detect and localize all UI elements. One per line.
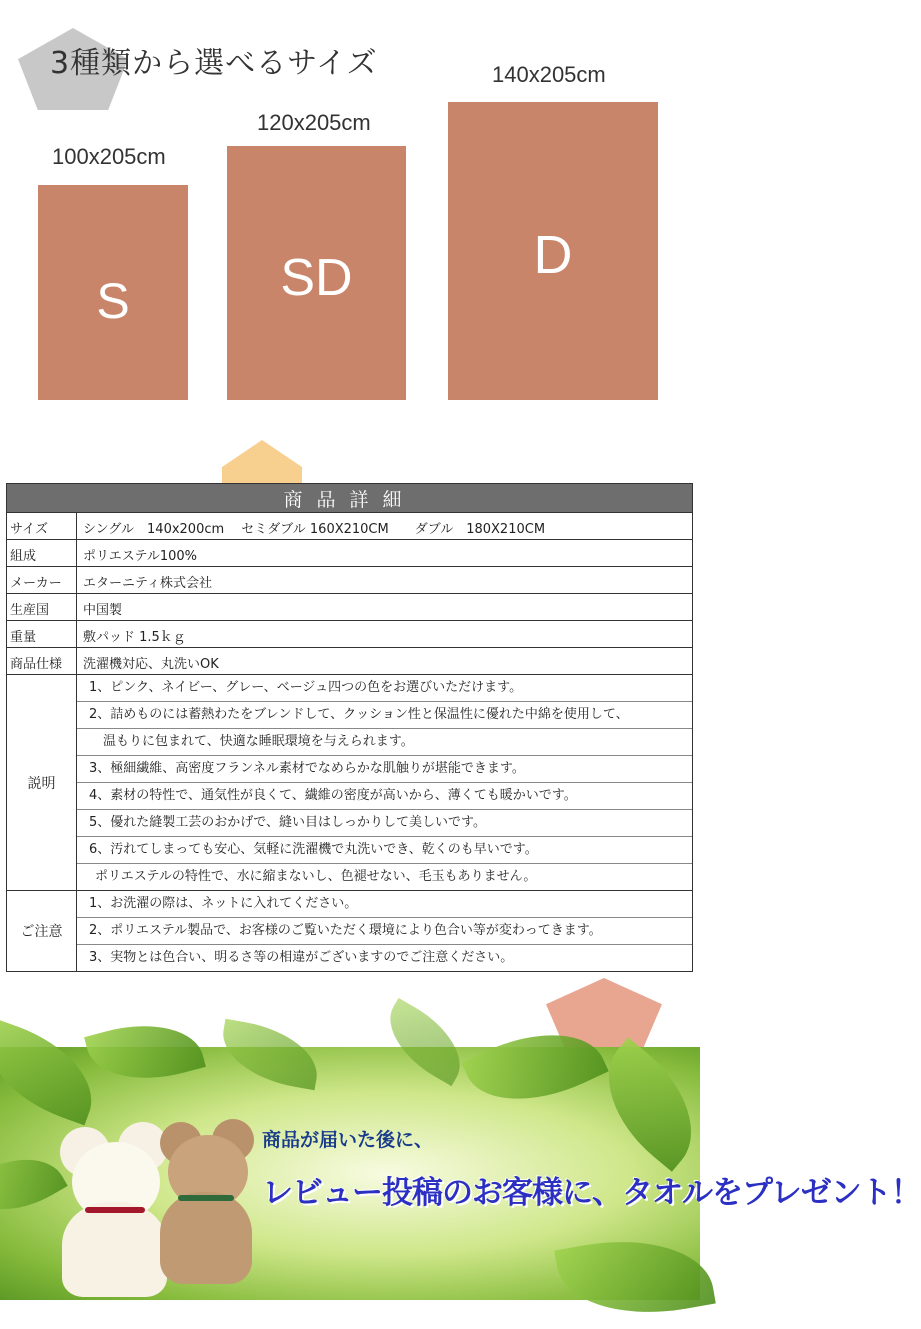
size-box-sd xyxy=(227,146,406,400)
row-value: 洗濯機対応、丸洗いOK xyxy=(83,657,219,672)
row-size xyxy=(7,512,692,539)
row-spec xyxy=(7,647,692,674)
leaf-image xyxy=(554,1225,716,1329)
row-weight xyxy=(7,620,692,647)
review-present-banner xyxy=(0,1047,921,1300)
size-label-sd: 120x205cm xyxy=(257,110,371,135)
description-line: 4、素材の特性で、通気性が良くて、繊維の密度が高いから、薄くても暖かいです。 xyxy=(77,783,692,810)
leaf-image xyxy=(84,1009,206,1095)
caution-line: 3、実物とは色合い、明るさ等の相違がございますのでご注意ください。 xyxy=(89,950,514,965)
size-label-d: 140x205cm xyxy=(492,62,606,87)
row-value: 敷パッド 1.5ｋｇ xyxy=(83,630,186,645)
leaf-image xyxy=(0,1138,68,1231)
description-line: 5、優れた縫製工芸のおかげで、縫い目はしっかりして美しいです。 xyxy=(77,810,692,837)
sizes-title: 3種類から選べるサイズ xyxy=(50,46,378,81)
row-key: サイズ xyxy=(7,513,77,539)
description-line: ポリエステルの特性で、水に縮まないし、色褪せない、毛玉もありません。 xyxy=(95,869,537,884)
description-line: 2、詰めものには蓄熱わたをブレンドして、クッション性と保温性に優れた中綿を使用して、 xyxy=(77,702,692,729)
banner-line2: レビュー投稿のお客様に、タオルをプレゼント！ xyxy=(262,1175,921,1211)
size-box-s xyxy=(38,185,188,400)
size-letter-s: S xyxy=(96,272,130,329)
caution-lines xyxy=(77,891,692,971)
row-key: ご注意 xyxy=(7,891,77,971)
banner-line1: 商品が届いた後に、 xyxy=(262,1129,434,1151)
description-lines xyxy=(77,675,692,890)
white-bear-body xyxy=(62,1202,167,1297)
row-value: シングル 140x200cm セミダブル 160X210CM ダブル 180X210CM xyxy=(83,522,546,537)
description-line: 3、極細繊維、高密度フランネル素材でなめらかな肌触りが堪能できます。 xyxy=(77,756,692,783)
caution-line: 2、ポリエステル製品で、お客様のご覧いただく環境により色合い等が変わってきます。 xyxy=(77,918,692,945)
row-key: 組成 xyxy=(7,540,77,566)
description-line: 6、汚れてしまっても安心、気軽に洗濯機で丸洗いでき、乾くのも早いです。 xyxy=(77,837,692,864)
row-value: 中国製 xyxy=(83,603,123,618)
row-description xyxy=(7,674,692,890)
leaf-image xyxy=(216,1019,324,1091)
row-key: 重量 xyxy=(7,621,77,647)
size-letter-d: D xyxy=(533,225,573,285)
row-key: 商品仕様 xyxy=(7,648,77,674)
row-caution xyxy=(7,890,692,971)
green-ribbon xyxy=(178,1195,234,1201)
size-letter-sd: SD xyxy=(280,249,353,307)
caution-line: 1、お洗濯の際は、ネットに入れてください。 xyxy=(77,891,692,918)
row-value: エターニティ株式会社 xyxy=(83,576,212,591)
row-key: メーカー xyxy=(7,567,77,593)
red-ribbon xyxy=(85,1207,145,1213)
size-label-s: 100x205cm xyxy=(52,144,166,169)
row-key: 説明 xyxy=(7,675,77,890)
leaf-image xyxy=(374,998,477,1086)
row-value: ポリエステル100% xyxy=(83,549,197,564)
size-box-d xyxy=(448,102,658,400)
product-detail-table xyxy=(6,483,693,972)
row-maker xyxy=(7,566,692,593)
row-origin xyxy=(7,593,692,620)
description-line: 1、ピンク、ネイビー、グレー、ベージュ四つの色をお選びいただけます。 xyxy=(77,675,692,702)
row-material xyxy=(7,539,692,566)
row-key: 生産国 xyxy=(7,594,77,620)
description-line: 温もりに包まれて、快適な睡眠環境を与えられます。 xyxy=(77,729,692,756)
detail-header: 商品詳細 xyxy=(7,484,692,512)
brown-bear-body xyxy=(160,1192,252,1284)
